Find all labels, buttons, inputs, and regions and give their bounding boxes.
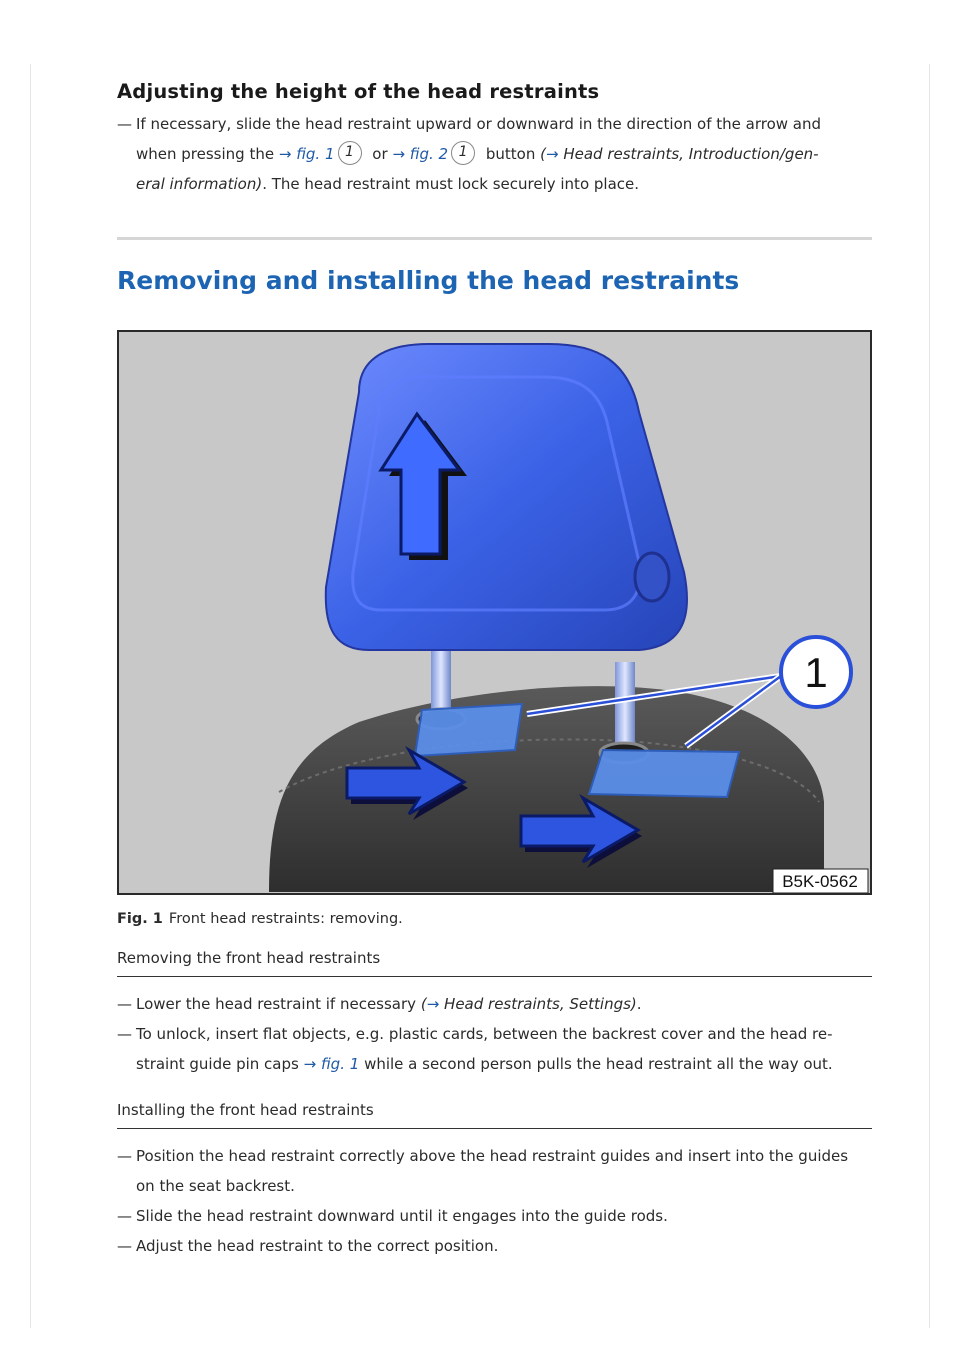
step-dash: — xyxy=(117,115,132,133)
callout-number: 1 xyxy=(804,649,828,696)
installing-step-2: — Slide the head restraint downward until it engages into the guide rods. xyxy=(117,1201,872,1231)
fig1-link[interactable]: → fig. 1 xyxy=(303,1055,360,1073)
right-margin-line xyxy=(929,64,930,1328)
section-title: Removing and installing the head restraints xyxy=(117,266,740,295)
ref-intro-link-cont[interactable]: eral information) xyxy=(136,175,263,193)
removing-step-1: — Lower the head restraint if necessary (→ Head restraints, Settings). xyxy=(117,989,872,1019)
adjust-heading: Adjusting the height of the head restraints xyxy=(117,80,600,103)
section-divider xyxy=(117,237,872,240)
callout-1-badge: 1 xyxy=(338,141,362,165)
installing-heading: Installing the front head restraints xyxy=(117,1101,872,1129)
installing-steps xyxy=(117,1141,872,1261)
figure-head-restraint xyxy=(117,330,872,895)
ref-intro-link[interactable]: (→ Head restraints, Introduction/gen- xyxy=(540,145,819,163)
installing-step-1: — Position the head restraint correctly above the head restraint guides and insert into the guides on the seat backrest. xyxy=(117,1141,872,1201)
adjust-step-post: . The head restraint must lock securely into place. xyxy=(262,175,640,193)
fig1-link[interactable]: → fig. 1 xyxy=(278,145,335,163)
arrow-icon: → xyxy=(303,1055,317,1073)
step-dash: — xyxy=(117,1147,132,1165)
step-dash: — xyxy=(117,1207,132,1225)
adjust-step xyxy=(117,109,872,199)
or-text: or xyxy=(372,145,388,163)
arrow-icon: → xyxy=(426,995,440,1013)
removing-heading: Removing the front head restraints xyxy=(117,949,872,977)
ref-settings-link[interactable]: (→ Head restraints, Settings) xyxy=(420,995,637,1013)
release-button xyxy=(635,553,669,601)
adjust-step-line2-pre: when pressing the xyxy=(136,145,275,163)
plastic-card-right xyxy=(589,750,739,797)
step-dash: — xyxy=(117,1237,132,1255)
arrow-icon: → xyxy=(278,145,292,163)
arrow-icon: → xyxy=(392,145,406,163)
removing-step-2: — To unlock, insert flat objects, e.g. plastic cards, between the backrest cover and the head re- straint guide pin caps → fig. 1 while a second person pulls the head restraint all the way out. xyxy=(117,1019,872,1079)
figure-caption-text: Front head restraints: removing. xyxy=(168,911,403,927)
figure-caption xyxy=(117,911,872,927)
step-dash: — xyxy=(117,1025,132,1043)
guide-rod-right xyxy=(615,662,635,752)
fig2-link[interactable]: → fig. 2 xyxy=(392,145,449,163)
manual-page xyxy=(117,80,872,1261)
callout-1-badge: 1 xyxy=(451,141,475,165)
step-dash: — xyxy=(117,995,132,1013)
arrow-icon: → xyxy=(546,145,559,163)
figure-label: Fig. 1 xyxy=(117,911,163,927)
adjust-step-line1: If necessary, slide the head restraint upward or downward in the direction of the arrow and xyxy=(136,115,822,133)
plastic-card-left xyxy=(415,704,522,756)
left-margin-line xyxy=(30,64,31,1328)
removing-steps xyxy=(117,989,872,1079)
head-restraint xyxy=(326,344,687,650)
installing-step-3: — Adjust the head restraint to the correct position. xyxy=(117,1231,872,1261)
figure-illustration xyxy=(119,332,870,893)
figure-code: B5K-0562 xyxy=(782,872,858,891)
button-text: button xyxy=(485,145,536,163)
adjust-steps xyxy=(117,109,872,199)
